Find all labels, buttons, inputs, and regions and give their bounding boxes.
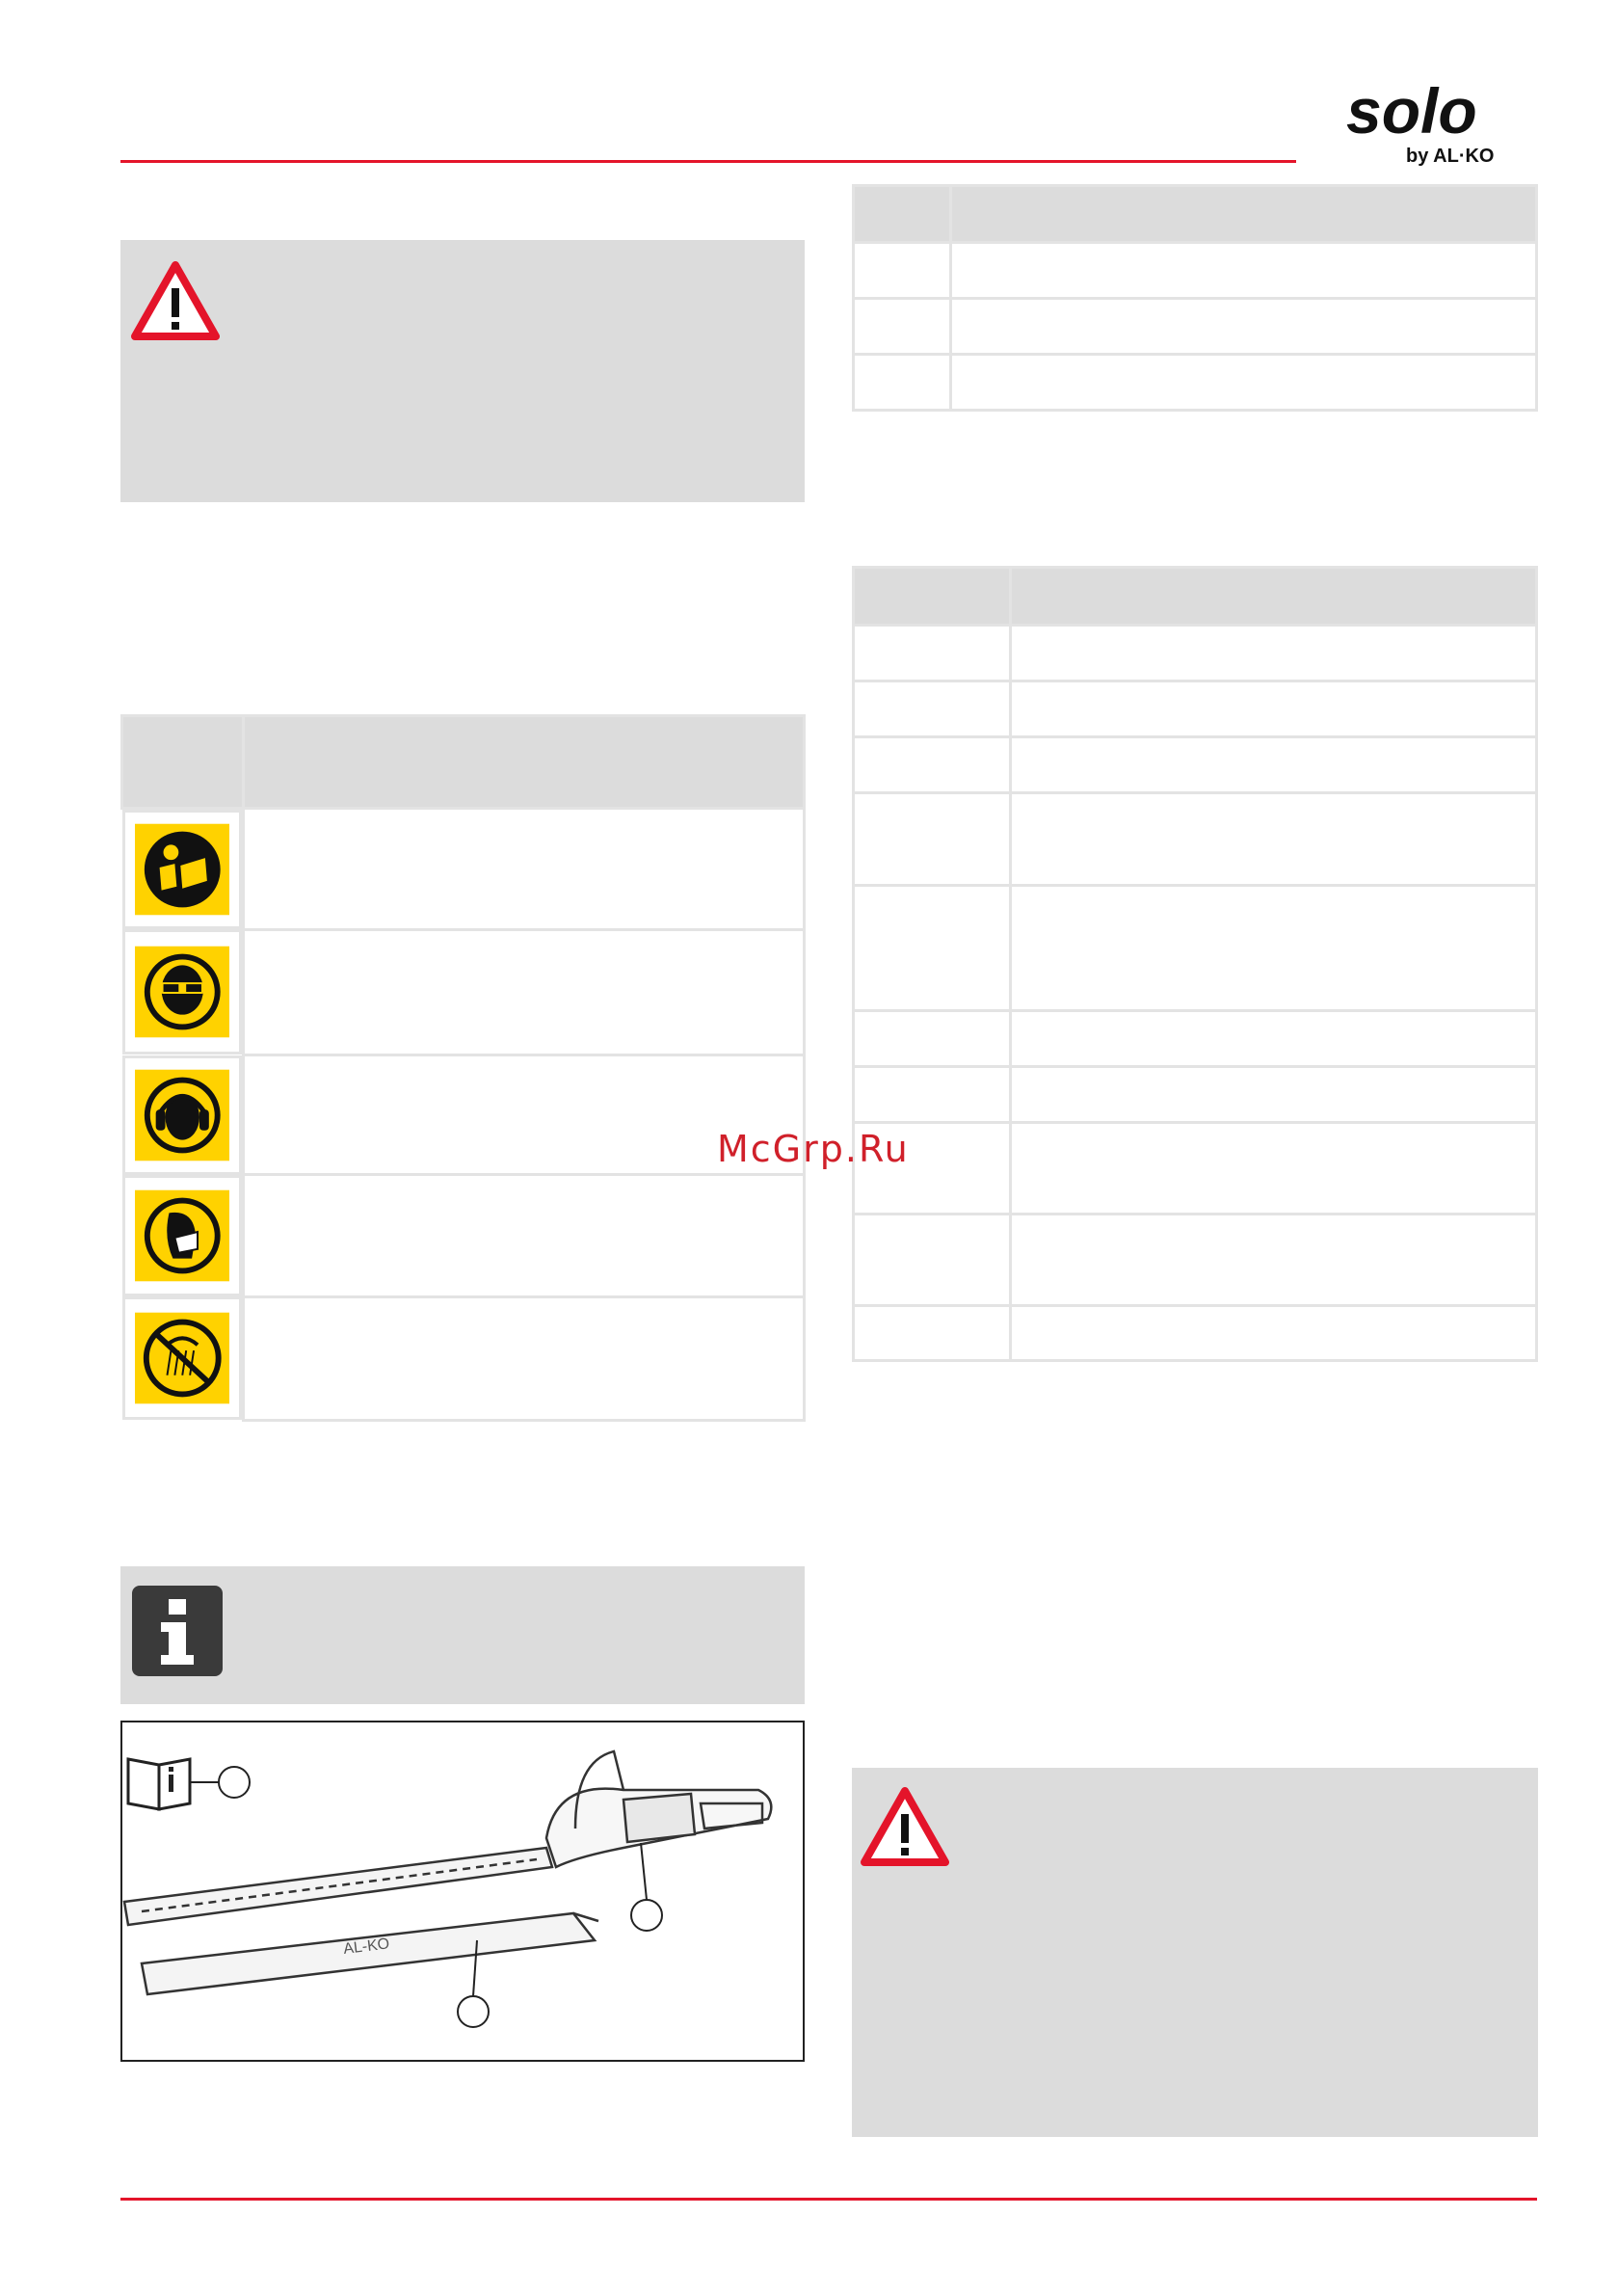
warning-note-box [120,240,805,502]
manual-book-icon [128,1759,190,1809]
symbol-cell [122,1055,243,1175]
table-cell [951,299,1537,355]
table-cell [854,1306,1011,1361]
table-cell [1011,626,1537,681]
safety-symbols-table [120,714,806,1422]
table-cell [951,243,1537,299]
table-cell [1011,681,1537,737]
info-icon [132,1586,223,1676]
table-cell [854,626,1011,681]
callout-circle-1 [219,1767,250,1798]
meaning-column-header [244,716,805,809]
table-cell [1011,1215,1537,1306]
table-cell [854,243,951,299]
footer-rule [120,2198,1537,2201]
callout-circle-3 [458,1996,489,2027]
table-cell [1011,1123,1537,1215]
warning-note-box-right [852,1768,1538,2137]
table-cell [854,886,1011,1011]
watermark-text: McGrp.Ru [717,1128,910,1170]
table-cell [854,1011,1011,1067]
ear-protection-icon [135,1069,230,1161]
no-rain-icon [135,1312,230,1404]
symbol-meaning [244,1296,805,1420]
table-header-cell [854,568,1011,626]
eye-protection-icon [135,946,230,1038]
right-table-1 [852,184,1538,411]
table-cell [854,1215,1011,1306]
table-cell [854,355,951,411]
table-cell [951,355,1537,411]
table-cell [854,793,1011,886]
table-header-cell [854,186,951,243]
brand-logo [1344,75,1518,172]
blade-guard-drawing [142,1913,598,1994]
dust-mask-icon [135,1189,230,1282]
symbol-meaning [244,929,805,1055]
table-cell [1011,737,1537,793]
table-header-cell [951,186,1537,243]
symbol-column-header [122,716,244,809]
symbol-meaning [244,809,805,930]
symbol-cell [122,810,243,929]
warning-triangle-icon [860,1785,950,1868]
table-cell [1011,1306,1537,1361]
table-cell [1011,793,1537,886]
symbol-cell [122,1175,243,1296]
table-cell [854,299,951,355]
read-manual-icon [135,823,230,916]
info-note-box [120,1566,805,1704]
svg-text:solo: solo [1346,75,1477,147]
callout-circle-2 [631,1900,662,1931]
symbol-meaning [244,1175,805,1296]
table-cell [854,1067,1011,1123]
svg-text:AL-KO: AL-KO [342,1936,391,1958]
table-header-cell [1011,568,1537,626]
warning-triangle-icon [130,259,221,342]
table-cell [854,737,1011,793]
table-cell [1011,886,1537,1011]
svg-text:by AL·KO: by AL·KO [1406,146,1495,167]
table-cell [1011,1011,1537,1067]
right-table-2 [852,566,1538,1359]
symbol-cell [122,929,243,1055]
table-cell [1011,1067,1537,1123]
header-rule [120,160,1296,163]
symbol-cell [122,1296,243,1420]
product-figure [120,1721,805,2062]
table-cell [854,681,1011,737]
